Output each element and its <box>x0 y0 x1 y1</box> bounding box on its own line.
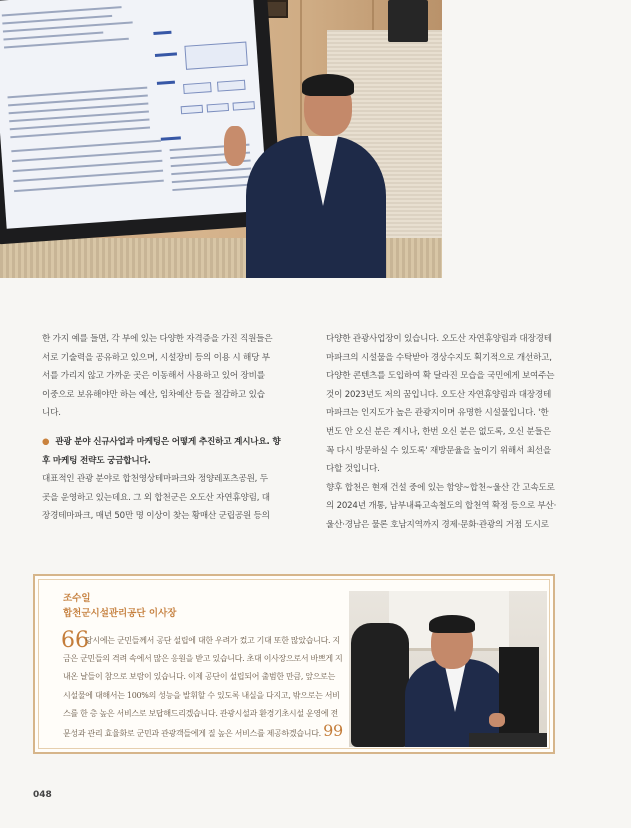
article-right-column <box>326 330 566 535</box>
body-line: 꼭 다시 방문하실 수 있도록' 재방문율을 높이기 위해서 최선을 <box>326 445 551 456</box>
profile-box <box>33 574 555 754</box>
quote-text: 당시에는 군민들께서 공단 설립에 대한 우려가 컸고 기대 또한 많았습니다. 지금은 군민들의 격려 속에서 많은 응원을 받고 있습니다. 초대 이사장으로서 바쁘게 지내온 날들이 참으로 보람이 있습니다. 이제 공단이 설립되어 출범한 만큼, 앞으로는 시설물에 대해서는 100%의 성능을 발휘할 수 있도록 내실을 다지고, 밖으로는 서비스를 한 층 높은 서비스로 보답해드리겠습니다. 관광시설과 환경기초시설 운영에 전문성과 관리 효율화로 군민과 관광객들에게 질 높은 서비스를 제공하겠습니다. <box>63 636 343 739</box>
interview-question <box>42 433 282 470</box>
body-line: 서로 기술력을 공유하고 있으며, 시설장비 등의 이용 시 해당 부 <box>42 352 270 363</box>
body-line: 이중으로 보유해야만 하는 예산, 임차예산 등을 절감하고 있습 <box>42 389 265 400</box>
raised-hand <box>224 126 246 166</box>
office-chair <box>351 623 409 747</box>
profile-name: 조수일 <box>63 593 91 604</box>
body-line: 다양한 콘텐츠를 도입하여 확 달라진 모습을 국민에게 보여주는 <box>326 371 555 382</box>
profile-quote <box>61 628 343 743</box>
body-line: 장경테마파크, 매년 50만 명 이상이 찾는 황매산 군립공원 등의 <box>42 511 270 522</box>
hand <box>489 713 505 727</box>
body-line: 한 가지 예를 들면, 각 부에 있는 다양한 자격증을 가진 직원들은 <box>42 334 273 344</box>
body-line: 마파크의 시설물을 수탁받아 경상수지도 획기적으로 개선하고, <box>326 352 552 363</box>
body-line: 것이 2023년도 저의 꿈입니다. 오도산 자연휴양림과 대장경테 <box>326 389 552 400</box>
bullet-icon: ● <box>42 436 50 447</box>
quote-open-icon: 66 <box>61 628 89 653</box>
body-line: 곳을 운영하고 있는데요. 그 외 합천군은 오도산 자연휴양림, 대 <box>42 492 270 503</box>
hair <box>302 74 354 96</box>
quote-close-icon: 99 <box>323 721 343 741</box>
body-line: 대표적인 관광 분야로 합천영상테마파크와 정양레포츠공원, 두 <box>42 474 268 485</box>
body-line: 마파크는 인지도가 높은 관광지이며 유명한 시설물입니다. '한 <box>326 408 549 419</box>
profile-title: 합천군시설관리공단 이사장 <box>63 608 177 619</box>
body-line: 서를 가리지 않고 가까운 곳은 이동해서 사용하고 있어 장비를 <box>42 371 265 382</box>
hair <box>429 615 475 633</box>
body-line: 의 2024년 개통, 남부내륙고속철도의 합천역 확정 등으로 부산· <box>326 501 557 512</box>
desk <box>469 733 547 747</box>
body-line: 번도 안 오신 분은 계시나, 한번 오신 분은 없도록, 오신 분들은 <box>326 426 551 437</box>
body-line: 울산·경남은 물론 호남지역까지 경제·문화·관광의 거점 도시로 <box>326 519 549 530</box>
page-number: 048 <box>33 790 52 800</box>
speaker <box>388 0 428 42</box>
body-line: 다할 것입니다. <box>326 464 380 475</box>
body-line: 향후 합천은 현재 건설 중에 있는 함양~합천~울산 간 고속도로 <box>326 482 555 493</box>
profile-photo <box>349 591 547 747</box>
question-text: 관광 분야 신규사업과 마케팅은 어떻게 추진하고 계시나요. 향후 마케팅 전략도 궁금합니다. <box>42 436 281 466</box>
monitor <box>499 647 539 733</box>
body-line: 니다. <box>42 408 61 419</box>
profile-name-block <box>63 591 176 621</box>
body-line: 다양한 관광사업장이 있습니다. 오도산 자연휴양림과 대장경테 <box>326 334 552 344</box>
article-left-column <box>42 330 282 526</box>
interview-photo <box>0 0 442 278</box>
presenter <box>216 78 386 278</box>
